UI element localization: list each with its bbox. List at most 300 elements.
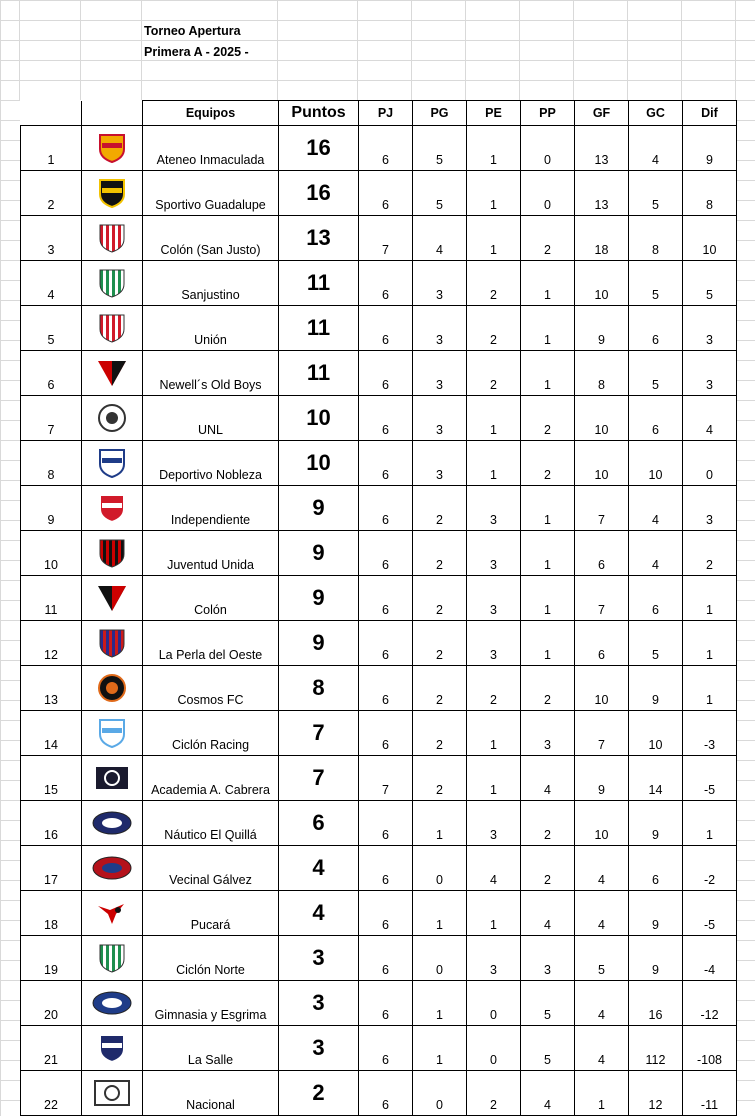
ciclon-norte-crest-icon — [90, 943, 134, 973]
goal-difference-cell: -11 — [683, 1071, 737, 1116]
drawn-cell: 1 — [467, 711, 521, 756]
team-name: Colón (San Justo) — [143, 216, 279, 261]
played-cell: 6 — [359, 801, 413, 846]
team-name: Academia A. Cabrera — [143, 756, 279, 801]
header-team: Equipos — [143, 101, 279, 126]
goal-difference-cell: -4 — [683, 936, 737, 981]
goals-for-cell: 10 — [575, 261, 629, 306]
goals-against-cell: 16 — [629, 981, 683, 1026]
team-name: Independiente — [143, 486, 279, 531]
crest-cell — [82, 531, 143, 576]
position-cell: 2 — [21, 171, 82, 216]
table-row — [21, 891, 737, 936]
goals-against-cell: 4 — [629, 126, 683, 171]
won-cell: 2 — [413, 711, 467, 756]
lost-cell: 0 — [521, 126, 575, 171]
position-cell: 6 — [21, 351, 82, 396]
nacional-crest-icon — [90, 1078, 134, 1108]
goals-for-cell: 5 — [575, 936, 629, 981]
won-cell: 1 — [413, 801, 467, 846]
table-row — [21, 621, 737, 666]
team-name: Juventud Unida — [143, 531, 279, 576]
goal-difference-cell: -108 — [683, 1026, 737, 1071]
pucara-crest-icon — [90, 898, 134, 928]
won-cell: 5 — [413, 126, 467, 171]
team-name: Colón — [143, 576, 279, 621]
vecinal-galvez-crest-icon — [90, 853, 134, 883]
table-row — [21, 711, 737, 756]
crest-cell — [82, 171, 143, 216]
played-cell: 6 — [359, 306, 413, 351]
points-cell: 9 — [279, 531, 359, 576]
header-goals-for: GF — [575, 101, 629, 126]
points-cell: 9 — [279, 621, 359, 666]
position-cell: 20 — [21, 981, 82, 1026]
unl-crest-icon — [90, 403, 134, 433]
won-cell: 0 — [413, 846, 467, 891]
played-cell: 6 — [359, 936, 413, 981]
crest-cell — [82, 621, 143, 666]
goals-against-cell: 6 — [629, 846, 683, 891]
played-cell: 6 — [359, 621, 413, 666]
goals-against-cell: 5 — [629, 351, 683, 396]
crest-cell — [82, 711, 143, 756]
lost-cell: 2 — [521, 666, 575, 711]
table-row — [21, 171, 737, 216]
header-points: Puntos — [279, 101, 359, 126]
goals-for-cell: 7 — [575, 711, 629, 756]
played-cell: 6 — [359, 981, 413, 1026]
drawn-cell: 1 — [467, 171, 521, 216]
union-crest-icon — [90, 313, 134, 343]
won-cell: 2 — [413, 756, 467, 801]
crest-cell — [82, 801, 143, 846]
header-goals-against: GC — [629, 101, 683, 126]
points-cell: 2 — [279, 1071, 359, 1116]
sanjustino-crest-icon — [90, 268, 134, 298]
table-row — [21, 126, 737, 171]
team-name: Nacional — [143, 1071, 279, 1116]
points-cell: 7 — [279, 711, 359, 756]
drawn-cell: 2 — [467, 351, 521, 396]
played-cell: 6 — [359, 576, 413, 621]
sheet-column-lines — [0, 0, 755, 100]
goal-difference-cell: -5 — [683, 756, 737, 801]
drawn-cell: 1 — [467, 126, 521, 171]
points-cell: 16 — [279, 171, 359, 216]
goal-difference-cell: -2 — [683, 846, 737, 891]
lost-cell: 2 — [521, 846, 575, 891]
team-name: Unión — [143, 306, 279, 351]
goal-difference-cell: 3 — [683, 306, 737, 351]
team-name: Gimnasia y Esgrima — [143, 981, 279, 1026]
played-cell: 7 — [359, 756, 413, 801]
team-name: UNL — [143, 396, 279, 441]
colon-crest-icon — [90, 583, 134, 613]
position-cell: 8 — [21, 441, 82, 486]
won-cell: 3 — [413, 441, 467, 486]
perla-oeste-crest-icon — [90, 628, 134, 658]
played-cell: 6 — [359, 261, 413, 306]
goals-against-cell: 14 — [629, 756, 683, 801]
goals-against-cell: 6 — [629, 396, 683, 441]
points-cell: 10 — [279, 396, 359, 441]
crest-cell — [82, 441, 143, 486]
crest-cell — [82, 936, 143, 981]
goal-difference-cell: 9 — [683, 126, 737, 171]
drawn-cell: 3 — [467, 621, 521, 666]
drawn-cell: 1 — [467, 396, 521, 441]
team-name: Sanjustino — [143, 261, 279, 306]
ateneo-crest-icon — [90, 133, 134, 163]
lost-cell: 1 — [521, 486, 575, 531]
drawn-cell: 3 — [467, 936, 521, 981]
table-row — [21, 936, 737, 981]
gimnasia-esgrima-crest-icon — [90, 988, 134, 1018]
goals-for-cell: 10 — [575, 801, 629, 846]
won-cell: 5 — [413, 171, 467, 216]
goals-for-cell: 4 — [575, 981, 629, 1026]
position-cell: 15 — [21, 756, 82, 801]
header-lost: PP — [521, 101, 575, 126]
played-cell: 6 — [359, 126, 413, 171]
played-cell: 6 — [359, 711, 413, 756]
lost-cell: 1 — [521, 621, 575, 666]
won-cell: 0 — [413, 936, 467, 981]
drawn-cell: 2 — [467, 261, 521, 306]
points-cell: 7 — [279, 756, 359, 801]
drawn-cell: 3 — [467, 576, 521, 621]
lost-cell: 4 — [521, 756, 575, 801]
won-cell: 2 — [413, 666, 467, 711]
position-cell: 11 — [21, 576, 82, 621]
position-cell: 13 — [21, 666, 82, 711]
played-cell: 6 — [359, 666, 413, 711]
won-cell: 3 — [413, 351, 467, 396]
played-cell: 6 — [359, 846, 413, 891]
goals-for-cell: 1 — [575, 1071, 629, 1116]
guadalupe-crest-icon — [90, 178, 134, 208]
position-cell: 21 — [21, 1026, 82, 1071]
points-cell: 9 — [279, 576, 359, 621]
points-cell: 11 — [279, 306, 359, 351]
drawn-cell: 3 — [467, 486, 521, 531]
tournament-title: Torneo Apertura — [144, 24, 241, 38]
independiente-crest-icon — [90, 493, 134, 523]
table-row — [21, 396, 737, 441]
crest-cell — [82, 261, 143, 306]
points-cell: 4 — [279, 846, 359, 891]
goals-against-cell: 5 — [629, 621, 683, 666]
crest-cell — [82, 306, 143, 351]
crest-cell — [82, 846, 143, 891]
crest-cell — [82, 576, 143, 621]
lost-cell: 4 — [521, 891, 575, 936]
goals-for-cell: 6 — [575, 531, 629, 576]
goal-difference-cell: 3 — [683, 351, 737, 396]
won-cell: 1 — [413, 981, 467, 1026]
position-cell: 18 — [21, 891, 82, 936]
drawn-cell: 1 — [467, 216, 521, 261]
position-cell: 16 — [21, 801, 82, 846]
position-cell: 7 — [21, 396, 82, 441]
played-cell: 6 — [359, 1026, 413, 1071]
table-row — [21, 1026, 737, 1071]
goals-for-cell: 4 — [575, 1026, 629, 1071]
position-cell: 22 — [21, 1071, 82, 1116]
drawn-cell: 4 — [467, 846, 521, 891]
nautico-quilla-crest-icon — [90, 808, 134, 838]
goal-difference-cell: 5 — [683, 261, 737, 306]
drawn-cell: 1 — [467, 756, 521, 801]
won-cell: 2 — [413, 621, 467, 666]
goals-against-cell: 9 — [629, 801, 683, 846]
goal-difference-cell: 8 — [683, 171, 737, 216]
drawn-cell: 1 — [467, 891, 521, 936]
header-row — [21, 101, 737, 126]
table-row — [21, 981, 737, 1026]
newells-crest-icon — [90, 358, 134, 388]
drawn-cell: 3 — [467, 531, 521, 576]
points-cell: 13 — [279, 216, 359, 261]
table-row — [21, 846, 737, 891]
table-row — [21, 1071, 737, 1116]
position-cell: 5 — [21, 306, 82, 351]
crest-cell — [82, 126, 143, 171]
lost-cell: 1 — [521, 351, 575, 396]
position-cell: 4 — [21, 261, 82, 306]
table-row — [21, 261, 737, 306]
table-row — [21, 666, 737, 711]
goals-against-cell: 10 — [629, 441, 683, 486]
lost-cell: 1 — [521, 306, 575, 351]
goal-difference-cell: -5 — [683, 891, 737, 936]
position-cell: 17 — [21, 846, 82, 891]
ciclon-racing-crest-icon — [90, 718, 134, 748]
crest-cell — [82, 1071, 143, 1116]
goals-for-cell: 13 — [575, 126, 629, 171]
drawn-cell: 2 — [467, 666, 521, 711]
header-drawn: PE — [467, 101, 521, 126]
goals-against-cell: 10 — [629, 711, 683, 756]
table-row — [21, 441, 737, 486]
played-cell: 6 — [359, 441, 413, 486]
won-cell: 3 — [413, 306, 467, 351]
lost-cell: 3 — [521, 936, 575, 981]
table-row — [21, 216, 737, 261]
table-row — [21, 801, 737, 846]
goals-against-cell: 112 — [629, 1026, 683, 1071]
goals-for-cell: 4 — [575, 846, 629, 891]
team-name: Ateneo Inmaculada — [143, 126, 279, 171]
lost-cell: 1 — [521, 531, 575, 576]
academia-cabrera-crest-icon — [90, 763, 134, 793]
goal-difference-cell: 1 — [683, 666, 737, 711]
lost-cell: 5 — [521, 981, 575, 1026]
goals-against-cell: 9 — [629, 666, 683, 711]
points-cell: 10 — [279, 441, 359, 486]
nobleza-crest-icon — [90, 448, 134, 478]
goals-for-cell: 7 — [575, 486, 629, 531]
goal-difference-cell: 3 — [683, 486, 737, 531]
points-cell: 11 — [279, 351, 359, 396]
goal-difference-cell: 10 — [683, 216, 737, 261]
goals-for-cell: 10 — [575, 666, 629, 711]
team-name: Newell´s Old Boys — [143, 351, 279, 396]
points-cell: 3 — [279, 981, 359, 1026]
drawn-cell: 2 — [467, 1071, 521, 1116]
played-cell: 6 — [359, 351, 413, 396]
standings-table — [20, 100, 737, 1116]
lost-cell: 2 — [521, 396, 575, 441]
played-cell: 6 — [359, 396, 413, 441]
header-crest-blank — [82, 101, 143, 126]
table-row — [21, 756, 737, 801]
won-cell: 2 — [413, 486, 467, 531]
team-name: Sportivo Guadalupe — [143, 171, 279, 216]
lost-cell: 5 — [521, 1026, 575, 1071]
crest-cell — [82, 216, 143, 261]
team-name: Ciclón Norte — [143, 936, 279, 981]
team-name: Cosmos FC — [143, 666, 279, 711]
won-cell: 2 — [413, 576, 467, 621]
lost-cell: 1 — [521, 576, 575, 621]
team-name: Pucará — [143, 891, 279, 936]
position-cell: 19 — [21, 936, 82, 981]
la-salle-crest-icon — [90, 1033, 134, 1063]
goals-for-cell: 9 — [575, 306, 629, 351]
header-won: PG — [413, 101, 467, 126]
points-cell: 9 — [279, 486, 359, 531]
won-cell: 4 — [413, 216, 467, 261]
goal-difference-cell: -3 — [683, 711, 737, 756]
team-name: Vecinal Gálvez — [143, 846, 279, 891]
table-row — [21, 531, 737, 576]
header-goal-difference: Dif — [683, 101, 737, 126]
points-cell: 11 — [279, 261, 359, 306]
goals-for-cell: 4 — [575, 891, 629, 936]
table-row — [21, 351, 737, 396]
points-cell: 6 — [279, 801, 359, 846]
position-cell: 12 — [21, 621, 82, 666]
won-cell: 2 — [413, 531, 467, 576]
won-cell: 3 — [413, 261, 467, 306]
lost-cell: 2 — [521, 216, 575, 261]
table-row — [21, 486, 737, 531]
cosmos-crest-icon — [90, 673, 134, 703]
goals-for-cell: 6 — [575, 621, 629, 666]
crest-cell — [82, 756, 143, 801]
goal-difference-cell: 1 — [683, 801, 737, 846]
goals-against-cell: 6 — [629, 576, 683, 621]
colon-san-justo-crest-icon — [90, 223, 134, 253]
played-cell: 6 — [359, 171, 413, 216]
played-cell: 6 — [359, 486, 413, 531]
lost-cell: 2 — [521, 441, 575, 486]
crest-cell — [82, 1026, 143, 1071]
crest-cell — [82, 486, 143, 531]
goals-for-cell: 18 — [575, 216, 629, 261]
position-cell: 1 — [21, 126, 82, 171]
won-cell: 1 — [413, 891, 467, 936]
goals-for-cell: 10 — [575, 441, 629, 486]
table-row — [21, 306, 737, 351]
goal-difference-cell: -12 — [683, 981, 737, 1026]
drawn-cell: 0 — [467, 1026, 521, 1071]
points-cell: 3 — [279, 936, 359, 981]
points-cell: 4 — [279, 891, 359, 936]
points-cell: 3 — [279, 1026, 359, 1071]
points-cell: 8 — [279, 666, 359, 711]
table-row — [21, 576, 737, 621]
goal-difference-cell: 1 — [683, 621, 737, 666]
goals-against-cell: 9 — [629, 891, 683, 936]
crest-cell — [82, 891, 143, 936]
goals-against-cell: 12 — [629, 1071, 683, 1116]
goals-for-cell: 8 — [575, 351, 629, 396]
played-cell: 6 — [359, 891, 413, 936]
team-name: La Perla del Oeste — [143, 621, 279, 666]
team-name: Deportivo Nobleza — [143, 441, 279, 486]
header-position-blank — [21, 101, 82, 126]
lost-cell: 2 — [521, 801, 575, 846]
drawn-cell: 1 — [467, 441, 521, 486]
crest-cell — [82, 666, 143, 711]
position-cell: 3 — [21, 216, 82, 261]
crest-cell — [82, 981, 143, 1026]
lost-cell: 4 — [521, 1071, 575, 1116]
goals-against-cell: 4 — [629, 531, 683, 576]
goals-for-cell: 13 — [575, 171, 629, 216]
position-cell: 10 — [21, 531, 82, 576]
position-cell: 14 — [21, 711, 82, 756]
division-subtitle: Primera A - 2025 - — [144, 45, 249, 59]
goals-against-cell: 6 — [629, 306, 683, 351]
won-cell: 0 — [413, 1071, 467, 1116]
goal-difference-cell: 0 — [683, 441, 737, 486]
lost-cell: 1 — [521, 261, 575, 306]
juventud-unida-crest-icon — [90, 538, 134, 568]
drawn-cell: 0 — [467, 981, 521, 1026]
lost-cell: 0 — [521, 171, 575, 216]
goal-difference-cell: 2 — [683, 531, 737, 576]
played-cell: 6 — [359, 531, 413, 576]
drawn-cell: 3 — [467, 801, 521, 846]
crest-cell — [82, 351, 143, 396]
goals-for-cell: 7 — [575, 576, 629, 621]
team-name: La Salle — [143, 1026, 279, 1071]
header-played: PJ — [359, 101, 413, 126]
won-cell: 1 — [413, 1026, 467, 1071]
drawn-cell: 2 — [467, 306, 521, 351]
position-cell: 9 — [21, 486, 82, 531]
team-name: Ciclón Racing — [143, 711, 279, 756]
goals-against-cell: 5 — [629, 261, 683, 306]
goals-against-cell: 8 — [629, 216, 683, 261]
goals-against-cell: 4 — [629, 486, 683, 531]
crest-cell — [82, 396, 143, 441]
goals-against-cell: 9 — [629, 936, 683, 981]
goal-difference-cell: 1 — [683, 576, 737, 621]
played-cell: 7 — [359, 216, 413, 261]
goals-for-cell: 10 — [575, 396, 629, 441]
team-name: Náutico El Quillá — [143, 801, 279, 846]
goals-for-cell: 9 — [575, 756, 629, 801]
points-cell: 16 — [279, 126, 359, 171]
lost-cell: 3 — [521, 711, 575, 756]
won-cell: 3 — [413, 396, 467, 441]
goal-difference-cell: 4 — [683, 396, 737, 441]
